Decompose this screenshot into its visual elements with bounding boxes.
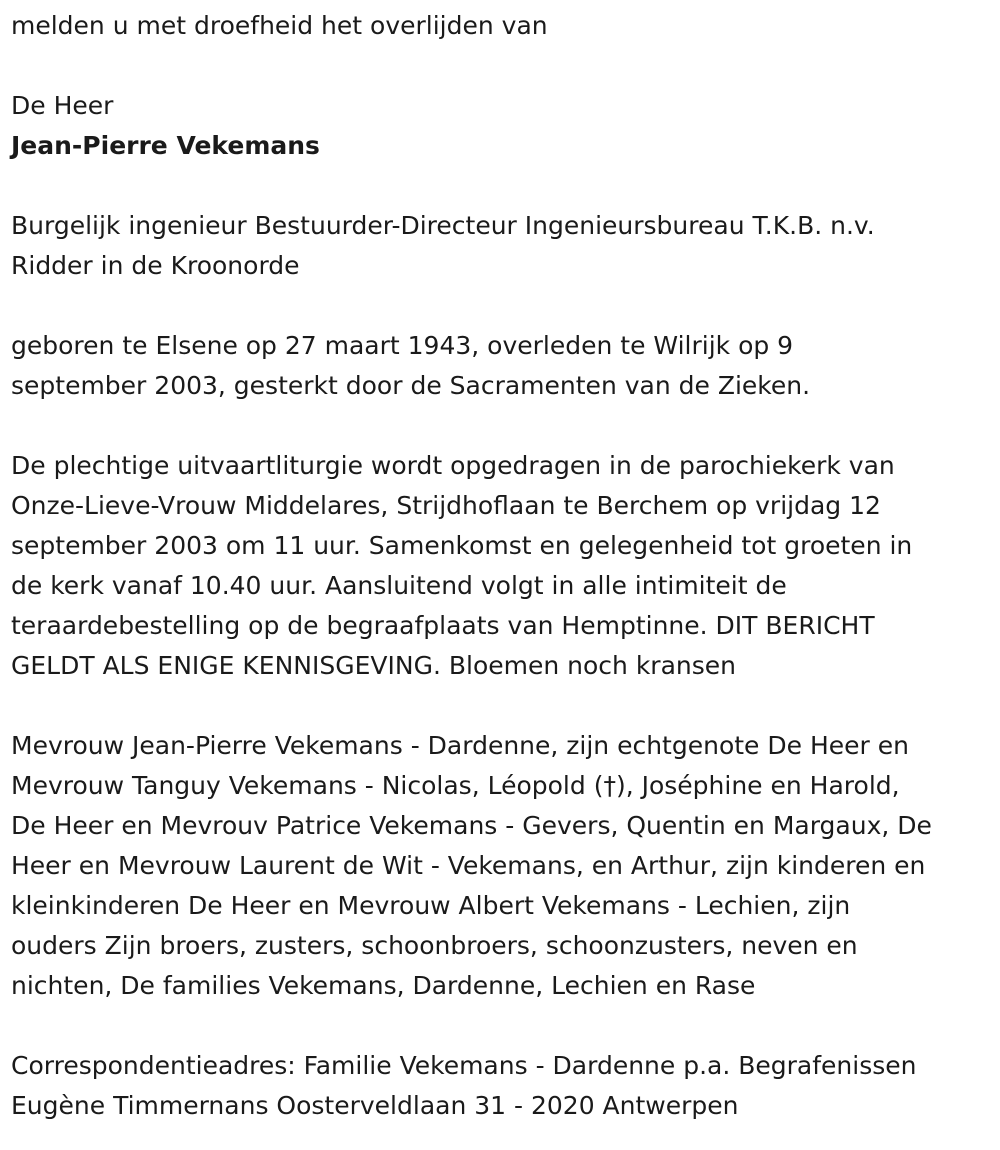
family-line: Mevrouw Jean-Pierre Vekemans - Dardenne, zijn echtgenote De Heer en: [11, 731, 909, 760]
spacer: [11, 406, 996, 446]
birth-death-paragraph: [11, 326, 996, 406]
funeral-line: De plechtige uitvaartliturgie wordt opgedragen in de parochiekerk van: [11, 451, 895, 480]
honorific: De Heer: [11, 91, 114, 120]
title-line: Burgelijk ingenieur Bestuurder-Directeur Ingenieursbureau T.K.B. n.v.: [11, 211, 875, 240]
title-line: Ridder in de Kroonorde: [11, 251, 300, 280]
family-line: Heer en Mevrouw Laurent de Wit - Vekemans, en Arthur, zijn kinderen en: [11, 851, 926, 880]
deceased-name: Jean-Pierre Vekemans: [11, 131, 320, 160]
birth-death-line: september 2003, gesterkt door de Sacramenten van de Zieken.: [11, 371, 811, 400]
intro-line: melden u met droefheid het overlijden van: [11, 11, 548, 40]
spacer: [11, 286, 996, 326]
spacer: [11, 166, 996, 206]
funeral-line: Onze-Lieve-Vrouw Middelares, Strijdhoflaan te Berchem op vrijdag 12: [11, 491, 881, 520]
family-paragraph: [11, 726, 996, 1006]
birth-death-line: geboren te Elsene op 27 maart 1943, overleden te Wilrijk op 9: [11, 331, 794, 360]
funeral-line: september 2003 om 11 uur. Samenkomst en gelegenheid tot groeten in: [11, 531, 913, 560]
spacer: [11, 686, 996, 726]
spacer: [11, 1006, 996, 1046]
family-line: kleinkinderen De Heer en Mevrouw Albert Vekemans - Lechien, zijn: [11, 891, 851, 920]
family-line: Mevrouw Tanguy Vekemans - Nicolas, Léopold (†), Joséphine en Harold,: [11, 771, 900, 800]
correspondence-line: Correspondentieadres: Familie Vekemans - Dardenne p.a. Begrafenissen: [11, 1051, 917, 1080]
titles-paragraph: [11, 206, 996, 286]
family-line: De Heer en Mevrouv Patrice Vekemans - Gevers, Quentin en Margaux, De: [11, 811, 932, 840]
correspondence-line: Eugène Timmernans Oosterveldlaan 31 - 2020 Antwerpen: [11, 1091, 739, 1120]
funeral-line: de kerk vanaf 10.40 uur. Aansluitend volgt in alle intimiteit de: [11, 571, 787, 600]
death-notice: [11, 0, 996, 1126]
funeral-line: GELDT ALS ENIGE KENNISGEVING. Bloemen noch kransen: [11, 651, 736, 680]
correspondence-paragraph: [11, 1046, 996, 1126]
funeral-paragraph: [11, 446, 996, 686]
family-line: ouders Zijn broers, zusters, schoonbroers, schoonzusters, neven en: [11, 931, 858, 960]
funeral-line: teraardebestelling op de begraafplaats van Hemptinne. DIT BERICHT: [11, 611, 875, 640]
family-line: nichten, De families Vekemans, Dardenne, Lechien en Rase: [11, 971, 756, 1000]
spacer: [11, 46, 996, 86]
